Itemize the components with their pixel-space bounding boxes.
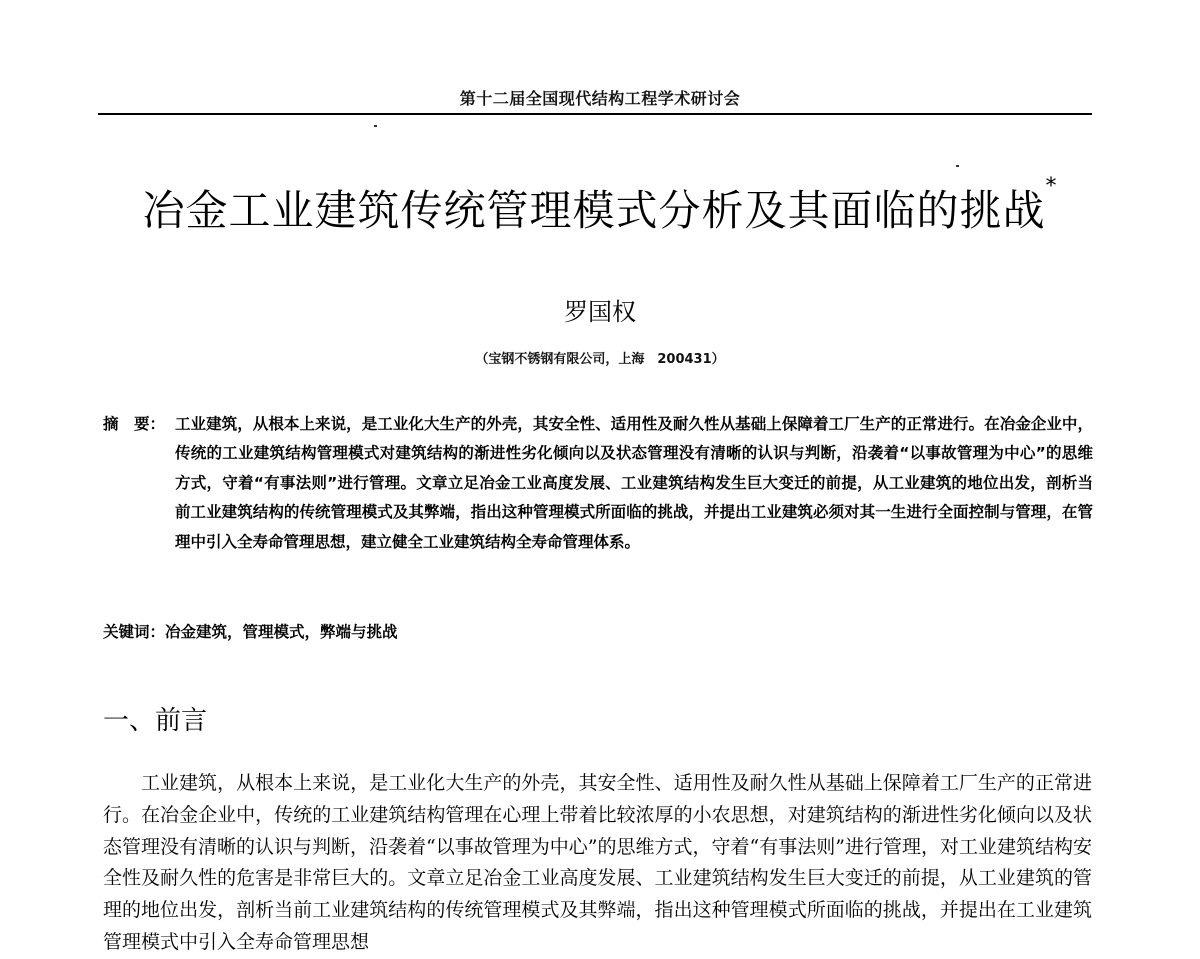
paper-author: 罗国权 xyxy=(564,298,636,326)
title-footnote-mark: * xyxy=(1045,174,1058,199)
running-header: 第十二届全国现代结构工程学术研讨会 xyxy=(459,89,741,108)
abstract-block xyxy=(103,410,1093,557)
abstract-label: 摘 要： xyxy=(103,415,166,433)
paper-title-text: 冶金工业建筑传统管理模式分析及其面临的挑战 xyxy=(142,186,1046,235)
scan-speck xyxy=(956,165,959,167)
section-heading: 一、前言 xyxy=(103,706,208,736)
keywords-label: 关键词： xyxy=(103,623,166,641)
header-rule xyxy=(98,113,1092,115)
paper-title xyxy=(0,174,1200,238)
scan-speck xyxy=(374,125,377,127)
keywords-text: 冶金建筑，管理模式，弊端与挑战 xyxy=(165,623,398,641)
paper-affiliation: （宝钢不锈钢有限公司，上海 200431） xyxy=(475,352,725,367)
keywords-line xyxy=(103,620,1093,642)
body-paragraph: 工业建筑，从根本上来说，是工业化大生产的外壳，其安全性、适用性及耐久性从基础上保障着工厂生产的正常进行。在冶金企业中，传统的工业建筑结构管理在心理上带着比较浓厚的小农思想，对建筑结构的渐进性劣化倾向以及状态管理没有清晰的认识与判断，沿袭着“以事故管理为中心”的思维方式，守着“有事法则”进行管理，对工业建筑结构安全性及耐久性的危害是非常巨大的。文章立足冶金工业高度发展、工业建筑结构发生巨大变迁的前提，从工业建筑的管理的地位出发，剖析当前工业建筑结构的传统管理模式及其弊端，指出这种管理模式所面临的挑战，并提出在工业建筑管理模式中引入全寿命管理思想 xyxy=(103,772,1092,953)
abstract-text: 工业建筑，从根本上来说，是工业化大生产的外壳，其安全性、适用性及耐久性从基础上保障着工厂生产的正常进行。在冶金企业中，传统的工业建筑结构管理模式对建筑结构的渐进性劣化倾向以及状态管理没有清晰的认识与判断，沿袭着“以事故管理为中心”的思维方式，守着“有事法则”进行管理。文章立足冶金工业高度发展、工业建筑结构发生巨大变迁的前提，从工业建筑的地位出发，剖析当前工业建筑结构的传统管理模式及其弊端，指出这种管理模式所面临的挑战，并提出工业建筑必须对其一生进行全面控制与管理，在管理中引入全寿命管理思想，建立健全工业建筑结构全寿命管理体系。 xyxy=(175,415,1093,551)
